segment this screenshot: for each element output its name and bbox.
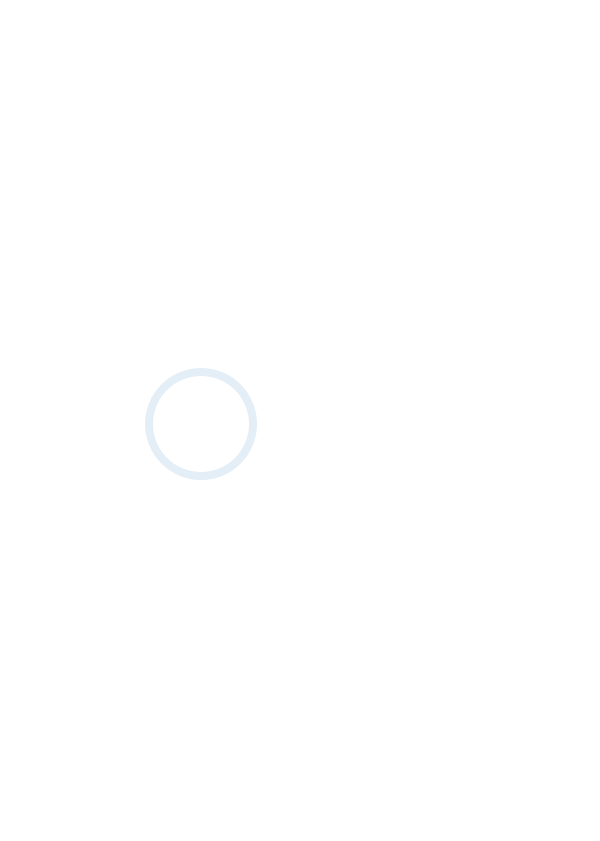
- watermark: [225, 366, 600, 476]
- document-body: [5, 0, 595, 17]
- watermark-logo-icon: [145, 368, 257, 480]
